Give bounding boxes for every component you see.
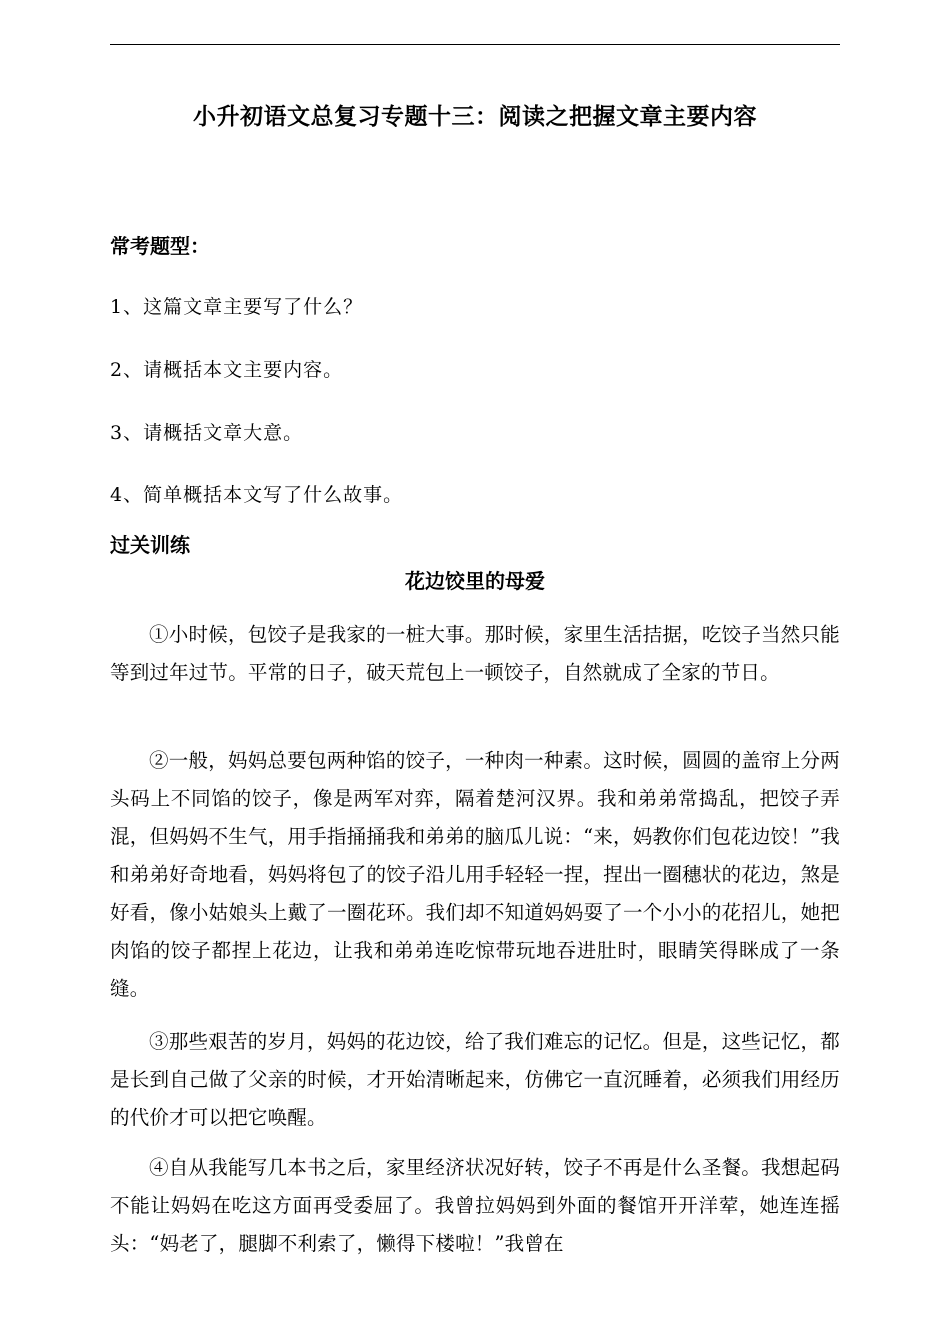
header-rule (110, 44, 840, 45)
question-item-1: 1、这篇文章主要写了什么？ (110, 296, 364, 318)
article-paragraph-4: ④自从我能写几本书之后，家里经济状况好转，饺子不再是什么圣餐。我想起码不能让妈妈在吃这方面再受委屈了。我曾拉妈妈到外面的餐馆开开洋荤，她连连摇头：“妈老了，腿脚不利索了，懒得下楼啦！”我曾在 (110, 1156, 840, 1255)
question-item-3: 3、请概括文章大意。 (110, 422, 304, 444)
question-item-4: 4、简单概括本文写了什么故事。 (110, 484, 404, 506)
question-item-2: 2、请概括本文主要内容。 (110, 359, 344, 381)
page-title: 小升初语文总复习专题十三：阅读之把握文章主要内容 (193, 104, 757, 130)
article-paragraph-2: ②一般，妈妈总要包两种馅的饺子，一种肉一种素。这时候，圆圆的盖帘上分两头码上不同馅的饺子，像是两军对弈，隔着楚河汉界。我和弟弟常捣乱，把饺子弄混，但妈妈不生气，用手指捅捅我和弟弟的脑瓜儿说：“来，妈教你们包花边饺！”我和弟弟好奇地看，妈妈将包了的饺子沿儿用手轻轻一捏，捏出一圈穗状的花边，煞是好看，像小姑娘头上戴了一圈花环。我们却不知道妈妈耍了一个小小的花招儿，她把肉馅的饺子都捏上花边，让我和弟弟连吃惊带玩地吞进肚时，眼睛笑得眯成了一条缝。 (110, 749, 840, 1000)
article-paragraph-3: ③那些艰苦的岁月，妈妈的花边饺，给了我们难忘的记忆。但是，这些记忆，都是长到自己做了父亲的时候，才开始清晰起来，仿佛它一直沉睡着，必须我们用经历的代价才可以把它唤醒。 (110, 1030, 840, 1129)
article-paragraph-1: ①小时候，包饺子是我家的一桩大事。那时候，家里生活拮据，吃饺子当然只能等到过年过节。平常的日子，破天荒包上一顿饺子，自然就成了全家的节日。 (110, 623, 840, 684)
question-types-heading: 常考题型： (110, 234, 210, 258)
article-title: 花边饺里的母爱 (405, 569, 545, 593)
practice-heading: 过关训练 (110, 533, 190, 557)
